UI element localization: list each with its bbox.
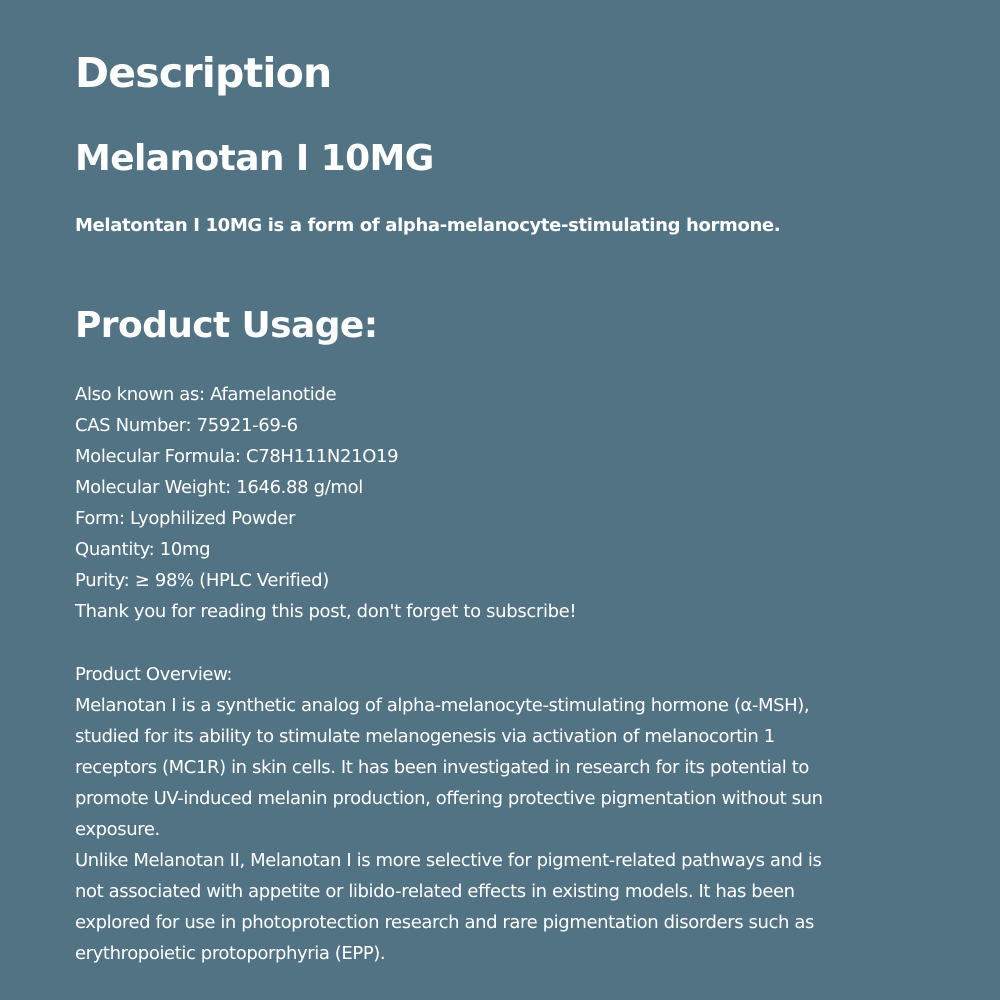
spec-line-formula: Molecular Formula: C78H111N21O19 (75, 446, 399, 467)
intro-text: Melatontan I 10MG is a form of alpha-melanocyte-stimulating hormone. (75, 215, 781, 236)
overview-heading: Product Overview: (75, 664, 233, 685)
spec-line-form: Form: Lyophilized Powder (75, 508, 296, 529)
overview-line: not associated with appetite or libido-related effects in existing models. It has been (75, 881, 795, 902)
overview-line: exposure. (75, 819, 160, 840)
overview-line: explored for use in photoprotection research and rare pigmentation disorders such as (75, 912, 814, 933)
spec-line-alias: Also known as: Afamelanotide (75, 384, 337, 405)
overview-line: receptors (MC1R) in skin cells. It has been investigated in research for its potential to (75, 757, 809, 778)
page-title: Description (75, 49, 332, 97)
overview-line: promote UV-induced melanin production, offering protective pigmentation without sun (75, 788, 823, 809)
overview-line: Melanotan I is a synthetic analog of alpha-melanocyte-stimulating hormone (α-MSH), (75, 695, 810, 716)
spec-line-quantity: Quantity: 10mg (75, 539, 211, 560)
overview-line: studied for its ability to stimulate melanogenesis via activation of melanocortin 1 (75, 726, 775, 747)
product-overview (75, 659, 975, 969)
overview-line: erythropoietic protoporphyria (EPP). (75, 943, 386, 964)
spec-line-weight: Molecular Weight: 1646.88 g/mol (75, 477, 363, 498)
overview-line: Unlike Melanotan II, Melanotan I is more selective for pigment-related pathways and is (75, 850, 822, 871)
spec-list (75, 379, 576, 627)
spec-line-purity: Purity: ≥ 98% (HPLC Verified) (75, 570, 329, 591)
usage-heading: Product Usage: (75, 305, 378, 346)
product-name: Melanotan I 10MG (75, 138, 434, 179)
spec-line-cas: CAS Number: 75921-69-6 (75, 415, 298, 436)
subscribe-note: Thank you for reading this post, don't forget to subscribe! (75, 601, 577, 622)
